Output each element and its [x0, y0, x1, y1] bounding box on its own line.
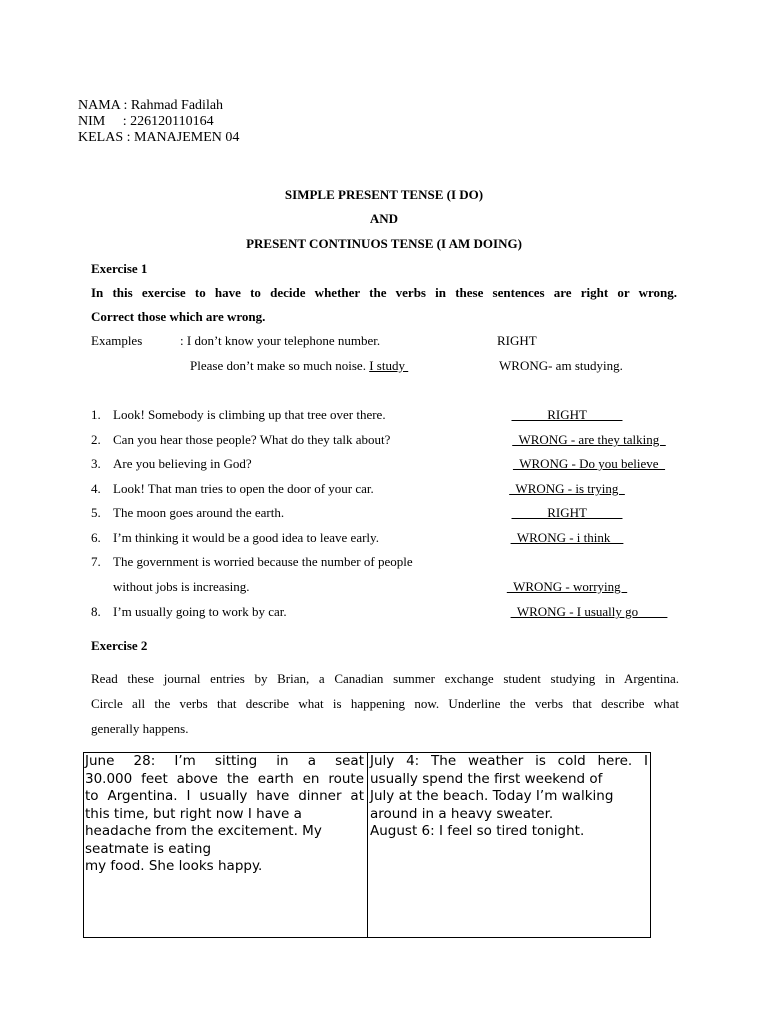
journal-entries-table: [83, 752, 651, 938]
student-nim: NIM : 226120110164: [78, 114, 214, 129]
exercise-2-instruction-1: Read these journal entries by Brian, a Canadian summer exchange student studying in Argentina.: [91, 671, 679, 686]
example-2-prefix: Please don’t make so much noise.: [190, 358, 370, 373]
item-6-text: I’m thinking it would be a good idea to leave early.: [113, 530, 379, 545]
example-1-answer: RIGHT: [497, 333, 537, 348]
item-5-answer: RIGHT: [511, 505, 623, 520]
item-3-answer: WRONG - Do you believe: [512, 456, 666, 471]
journal-left-line-3: to Argentina. I usually have dinner at: [85, 788, 364, 804]
item-2-answer: WRONG - are they talking: [512, 432, 666, 447]
example-2-underlined-verb: I study: [369, 358, 409, 373]
item-1-answer: RIGHT: [511, 407, 623, 422]
example-2-text: [190, 358, 408, 374]
student-name: NAMA : Rahmad Fadilah: [78, 98, 224, 113]
item-2-number: 2.: [91, 432, 101, 447]
title-line-3: PRESENT CONTINUOS TENSE (I AM DOING): [246, 236, 522, 251]
item-3-number: 3.: [91, 456, 101, 471]
journal-left-line-2: 30.000 feet above the earth en route: [85, 770, 364, 787]
exercise-2-instruction-3: generally happens.: [91, 721, 189, 736]
example-2-answer: WRONG- am studying.: [499, 358, 623, 373]
journal-left-line-6: seatmate is eating: [85, 840, 212, 857]
item-5-number: 5.: [91, 505, 101, 520]
item-7-text: The government is worried because the number of people: [113, 554, 413, 569]
journal-left-line-5: headache from the excitement. My: [85, 823, 322, 839]
item-4-answer: WRONG - is trying: [509, 481, 625, 496]
title-line-1: SIMPLE PRESENT TENSE (I DO): [284, 187, 484, 202]
table-divider: [367, 753, 368, 937]
student-class: KELAS : MANAJEMEN 04: [78, 130, 240, 145]
item-4-text: Look! That man tries to open the door of your car.: [113, 481, 374, 496]
exercise-2-instruction-2: Circle all the verbs that describe what is happening now. Underline the verbs that describe what: [91, 696, 679, 711]
item-3-text: Are you believing in God?: [113, 456, 252, 471]
journal-right-line-3: July at the beach. Today I’m walking: [370, 788, 614, 804]
item-8-number: 8.: [91, 604, 101, 619]
item-1-number: 1.: [91, 407, 101, 422]
exercise-2-heading: Exercise 2: [91, 638, 148, 653]
exercise-1-instruction-2: Correct those which are wrong.: [91, 309, 266, 324]
item-8-answer: WRONG - I usually go: [510, 604, 668, 619]
journal-left-line-1: June 28: I’m sitting in a seat: [85, 753, 364, 769]
item-7-text-continued: without jobs is increasing.: [113, 579, 250, 594]
exercise-1-instruction-1: In this exercise to have to decide whether the verbs in these sentences are right or wrong.: [91, 285, 677, 300]
item-4-number: 4.: [91, 481, 101, 496]
item-8-text: I’m usually going to work by car.: [113, 604, 287, 619]
item-1-text: Look! Somebody is climbing up that tree over there.: [113, 407, 386, 422]
item-7-number: 7.: [91, 554, 101, 569]
journal-left-line-7: my food. She looks happy.: [85, 858, 263, 874]
exercise-1-heading: Exercise 1: [91, 261, 148, 276]
journal-right-line-5: August 6: I feel so tired tonight.: [370, 823, 585, 839]
title-line-2: AND: [369, 211, 399, 226]
journal-entry-left: [85, 753, 364, 876]
examples-label: Examples: [91, 333, 143, 348]
journal-entry-right: [370, 753, 648, 841]
journal-right-line-2: usually spend the first weekend of: [370, 770, 603, 787]
journal-right-line-4: around in a heavy sweater.: [370, 805, 554, 822]
item-6-number: 6.: [91, 530, 101, 545]
journal-left-line-4: this time, but right now I have a: [85, 805, 302, 822]
item-2-text: Can you hear those people? What do they talk about?: [113, 432, 391, 447]
item-6-answer: WRONG - i think: [510, 530, 624, 545]
item-7-answer: WRONG - worrying: [506, 579, 628, 594]
journal-right-line-1: July 4: The weather is cold here. I: [370, 753, 648, 769]
item-5-text: The moon goes around the earth.: [113, 505, 285, 520]
example-1-text: : I don’t know your telephone number.: [180, 333, 381, 348]
